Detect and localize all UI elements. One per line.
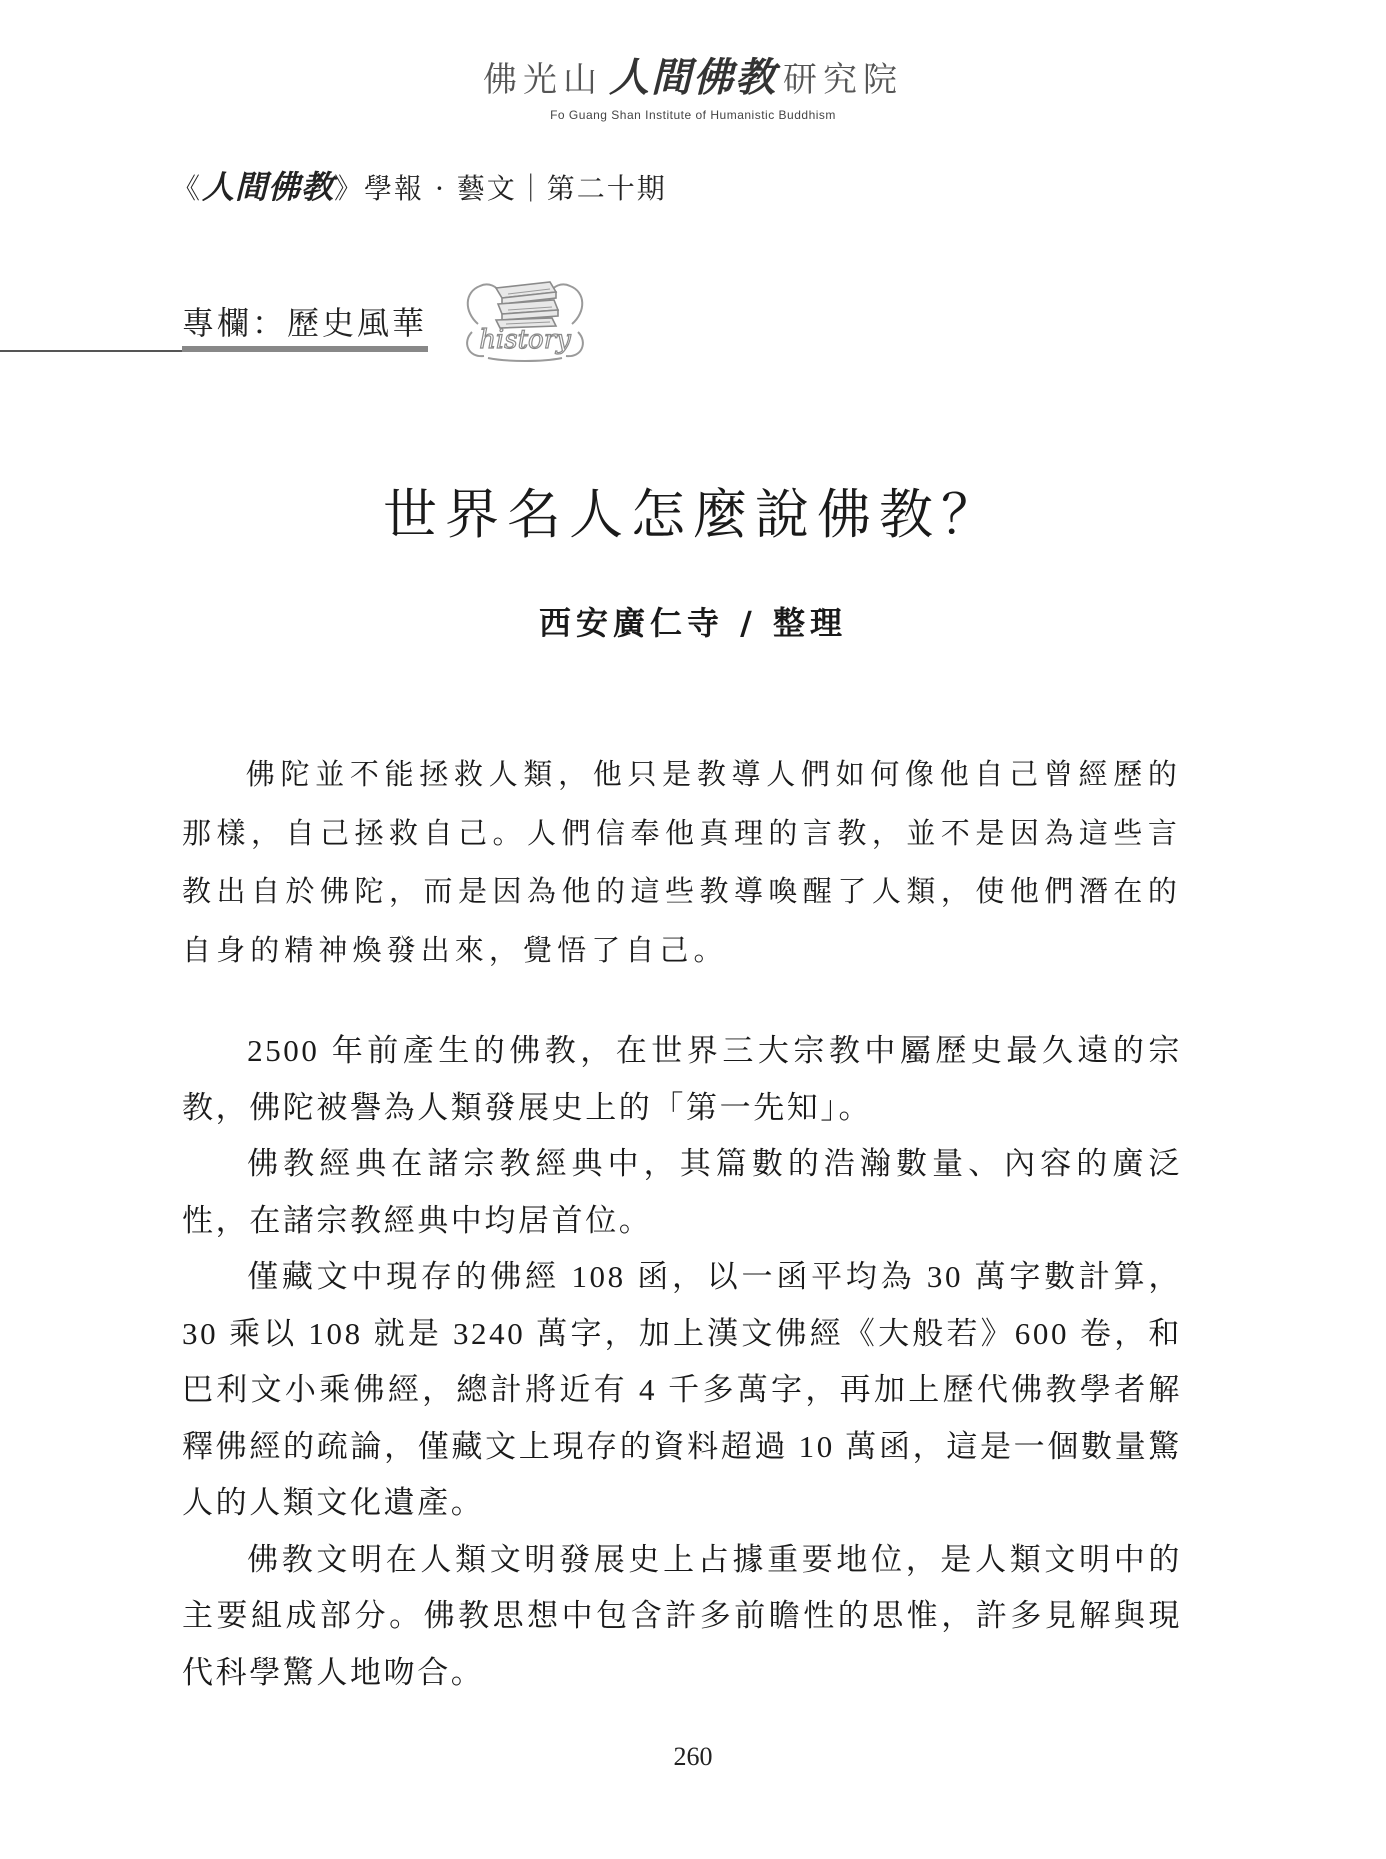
institute-header (0, 54, 1386, 122)
quote-paragraph: 佛陀並不能拯救人類，他只是教導人們如何像他自己曾經歷的那樣，自己拯救自己。人們信奉他真理的言教，並不是因為這些言教出自於佛陀，而是因為他的這些教導喚醒了人類，使他們潛在的自身的精神煥發出來，覺悟了自己。 (182, 757, 1182, 967)
history-emblem-text: history (479, 325, 571, 355)
body-paragraph: 佛教文明在人類文明發展史上占據重要地位，是人類文明中的主要組成部分。佛教思想中包含許多前瞻性的思惟，許多見解與現代科學驚人地吻合。 (182, 1541, 1182, 1690)
institute-name (0, 54, 1386, 101)
page-number: 260 (673, 1742, 713, 1771)
quote-block (182, 745, 1182, 979)
journal-issue-line (172, 162, 667, 208)
column-label: 專欄：歷史風華 (182, 304, 428, 342)
institute-prefix: 佛光山 (483, 60, 603, 100)
body-paragraph: 佛教經典在諸宗教經典中，其篇數的浩瀚數量、內容的廣泛性，在諸宗教經典中均居首位。 (182, 1146, 1182, 1238)
journal-brand: 人間佛教 (202, 168, 335, 206)
institute-brand-logo: 人間佛教 (609, 54, 777, 101)
article-body (182, 1023, 1182, 1701)
article-author: 西安廣仁寺 / 整理 (539, 604, 847, 642)
journal-section: 學報 · 藝文｜第二十期 (364, 172, 667, 205)
history-books-icon (458, 272, 592, 364)
journal-close-bracket: 》 (334, 172, 365, 205)
body-paragraph: 2500 年前產生的佛教，在世界三大宗教中屬歷史最久遠的宗教，佛陀被譽為人類發展史上的「第一先知」。 (182, 1033, 1182, 1125)
article-title: 世界名人怎麼說佛教？ (383, 483, 1003, 546)
institute-english-name: Fo Guang Shan Institute of Humanistic Buddhism (550, 108, 836, 122)
journal-open-bracket: 《 (172, 172, 203, 205)
body-paragraph: 僅藏文中現存的佛經 108 函，以一函平均為 30 萬字數計算，30 乘以 108 就是 3240 萬字，加上漢文佛經《大般若》600 卷，和巴利文小乘佛經，總計將近有 4 千多萬字，再加上歷代佛教學者解釋佛經的疏論，僅藏文上現存的資料超過 10 萬函，這是一個數量驚人的人類文化遺產。 (182, 1259, 1182, 1520)
institute-suffix: 研究院 (783, 60, 903, 100)
column-divider-accent (182, 346, 428, 352)
